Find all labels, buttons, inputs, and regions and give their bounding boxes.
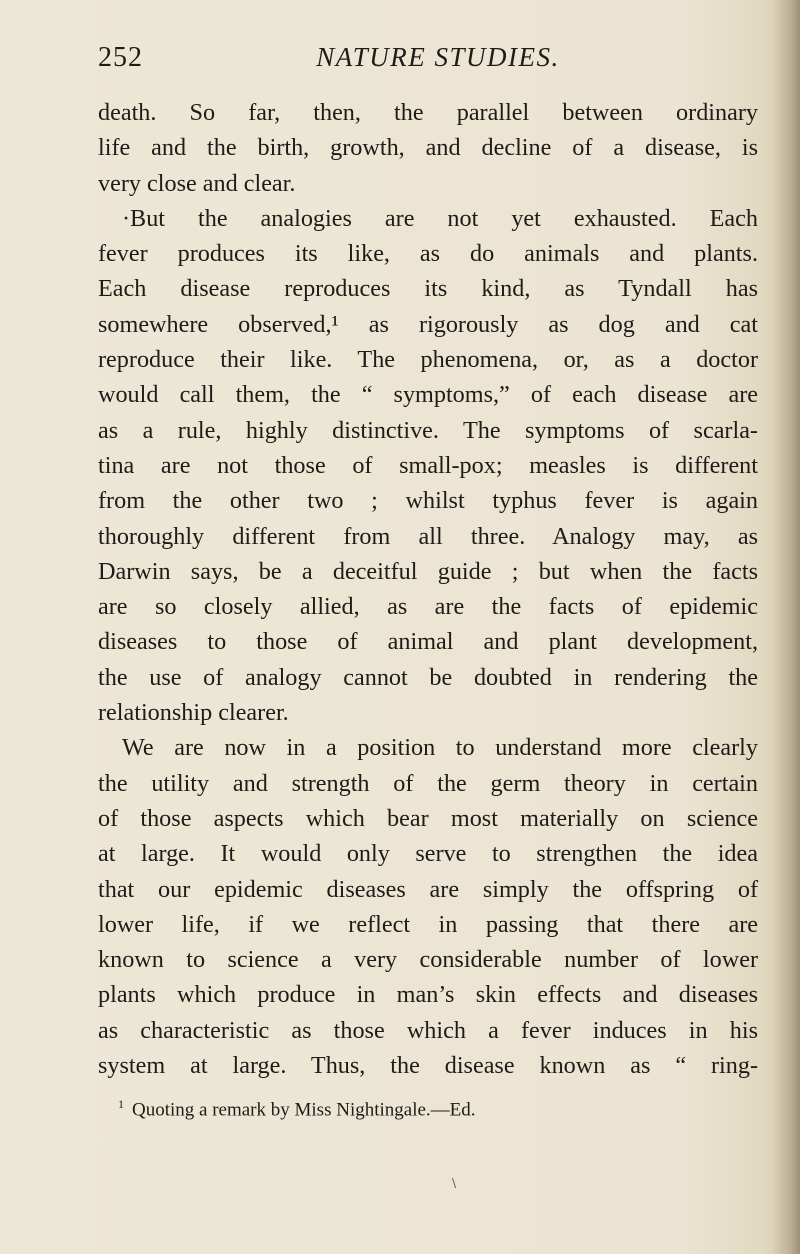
text-line: very close and clear. — [98, 169, 296, 197]
text-line: reproduce their like. The phenomena, or, as a doctor — [98, 346, 758, 374]
text-line: the utility and strength of the germ theory in certain — [98, 769, 758, 797]
text-line: are so closely allied, as are the facts of epidemic — [98, 593, 758, 621]
page-edge-shadow — [772, 0, 800, 1254]
stray-mark: \ — [452, 1176, 457, 1190]
text-line: lower life, if we reflect in passing that there are — [98, 910, 758, 938]
text-line: life and the birth, growth, and decline of a disease, is — [98, 134, 758, 162]
text-line: from the other two ; whilst typhus fever is again — [98, 487, 758, 515]
page-header — [98, 42, 758, 82]
text-line: ·But the analogies are not yet exhausted. Each — [122, 204, 758, 232]
running-title: NATURE STUDIES. — [316, 42, 560, 72]
text-line: the use of analogy cannot be doubted in rendering the — [98, 663, 758, 691]
text-line: relationship clearer. — [98, 699, 289, 727]
text-line: as a rule, highly distinctive. The symptoms of scarla- — [98, 416, 758, 444]
text-line: that our epidemic diseases are simply the offspring of — [98, 875, 758, 903]
page-number: 252 — [98, 42, 143, 73]
text-line: thoroughly different from all three. Analogy may, as — [98, 522, 758, 550]
text-line: We are now in a position to understand more clearly — [122, 734, 758, 762]
text-line: as characteristic as those which a fever induces in his — [98, 1016, 758, 1044]
text-line: tina are not those of small-pox; measles is different — [98, 451, 758, 479]
body-text — [98, 95, 758, 1083]
text-line: somewhere observed,¹ as rigorously as dog and cat — [98, 310, 758, 338]
text-line: at large. It would only serve to strengthen the idea — [98, 840, 758, 868]
text-line: known to science a very considerable number of lower — [98, 946, 758, 974]
text-line: plants which produce in man’s skin effects and diseases — [98, 981, 758, 1009]
text-line: Darwin says, be a deceitful guide ; but when the facts — [98, 557, 758, 585]
text-line: fever produces its like, as do animals and plants. — [98, 240, 758, 268]
text-line: diseases to those of animal and plant development, — [98, 628, 758, 656]
footnote-marker: 1 — [118, 1097, 124, 1111]
text-line: death. So far, then, the parallel between ordinary — [98, 99, 758, 126]
text-line: of those aspects which bear most materially on science — [98, 804, 758, 832]
text-line: would call them, the “ symptoms,” of each disease are — [98, 381, 758, 409]
footnote-text: Quoting a remark by Miss Nightingale.—Ed. — [132, 1099, 476, 1121]
text-line: system at large. Thus, the disease known as “ ring- — [98, 1052, 758, 1080]
text-line: Each disease reproduces its kind, as Tyndall has — [98, 275, 758, 303]
footnote — [118, 1091, 758, 1123]
